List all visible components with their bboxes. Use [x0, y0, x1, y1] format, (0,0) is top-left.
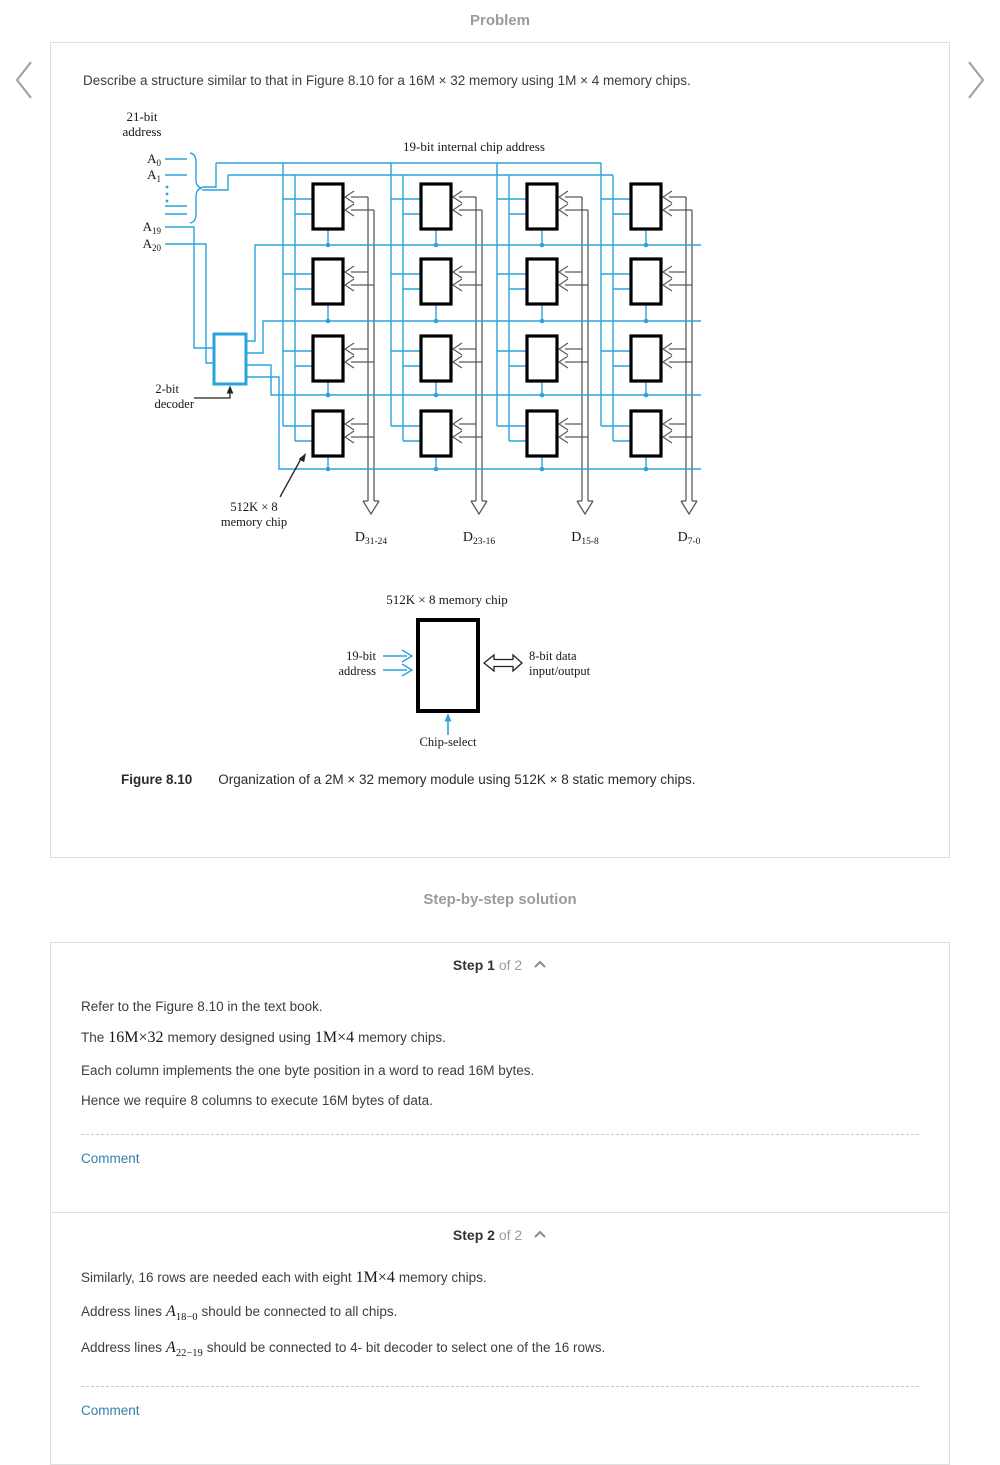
step-line: Address lines $A_{22-19}$ should be connected to 4- bit decoder to select one of the 16 rows.	[81, 1339, 606, 1360]
inline-math: $A_{22-19}$	[166, 1339, 203, 1360]
address-brace	[190, 153, 202, 223]
detail-chip-title: 512K × 8 memory chip	[386, 592, 508, 607]
memory-chip	[421, 411, 451, 456]
figure-caption-number: Figure 8.10	[121, 772, 193, 787]
ellipsis-dot	[166, 193, 169, 196]
data-output-arrow	[363, 501, 379, 514]
address-line-label: $A_0$	[147, 151, 161, 168]
data-output-arrow	[681, 501, 697, 514]
step-2-card	[50, 1212, 950, 1465]
step-line: The 16M×32 memory designed using 1M×4 memory chips.	[81, 1029, 446, 1047]
memory-chip	[527, 336, 557, 381]
collapse-step-icon[interactable]	[533, 960, 547, 969]
solution-header: Step-by-step solution	[423, 891, 577, 908]
step-count: of 2	[498, 1227, 523, 1244]
inline-math: $A_{18-0}$	[166, 1302, 198, 1324]
divider	[81, 1386, 919, 1387]
step-line: Each column implements the one byte position in a word to read 16M bytes.	[81, 1062, 535, 1078]
memory-chip	[631, 184, 661, 229]
memory-chip	[527, 184, 557, 229]
memory-chip	[313, 259, 343, 304]
prev-problem-icon[interactable]	[12, 58, 36, 102]
ellipsis-dot	[166, 186, 169, 189]
detail-address-label: 19-bit	[346, 649, 376, 663]
chip-callout-label: 512K × 8	[230, 500, 278, 514]
detail-address-label: address	[338, 664, 376, 678]
chip-select-label: Chip-select	[419, 735, 477, 749]
memory-chip	[313, 184, 343, 229]
next-problem-icon[interactable]	[964, 58, 988, 102]
inline-math: 1M×4	[314, 1029, 355, 1047]
step-1-header	[81, 955, 919, 997]
comment-link[interactable]: Comment	[81, 1403, 140, 1419]
detail-memory-chip	[418, 620, 478, 711]
blue-marks	[166, 186, 452, 722]
memory-chip	[421, 336, 451, 381]
decoder-box	[214, 334, 246, 384]
data-output-label: $D_{15-8}$	[571, 530, 599, 547]
step-line: Similarly, 16 rows are needed each with eight 1M×4 memory chips.	[81, 1269, 487, 1287]
data-output-label: $D_{23-16}$	[462, 530, 496, 547]
memory-chip	[527, 259, 557, 304]
step-title: Step 1	[452, 957, 495, 973]
bidirectional-data-arrow	[484, 655, 522, 671]
collapse-step-icon[interactable]	[533, 1230, 547, 1239]
chip-select-arrowhead	[445, 713, 452, 722]
detail-data-label: 8-bit data	[529, 649, 577, 663]
memory-chip	[313, 336, 343, 381]
internal-address-label: 19-bit internal chip address	[403, 139, 545, 154]
data-output-label: $D_{31-24}$	[354, 530, 388, 547]
bus-width-label: address	[122, 124, 162, 139]
memory-chip	[421, 184, 451, 229]
problem-text: Describe a structure similar to that in Figure 8.10 for a 16M × 32 memory using 1M × 4 memory chips.	[83, 73, 691, 88]
step-line: Hence we require 8 columns to execute 16M bytes of data.	[81, 1093, 433, 1109]
decoder-label: decoder	[154, 397, 194, 411]
step-1-card	[50, 942, 950, 1213]
divider	[81, 1134, 919, 1135]
step-line: Refer to the Figure 8.10 in the text book.	[81, 999, 323, 1014]
data-output-arrow	[577, 501, 593, 514]
ellipsis-dot	[166, 200, 169, 203]
figure-caption	[121, 772, 696, 787]
address-line-label: $A_{20}$	[142, 236, 161, 253]
problem-header: Problem	[469, 12, 530, 29]
chip-callout-label: memory chip	[220, 515, 288, 529]
memory-chip	[631, 336, 661, 381]
step-2-header	[81, 1225, 919, 1267]
step-count: of 2	[498, 957, 523, 973]
a20-wire	[165, 244, 214, 363]
data-output-label: $D_{7-0}$	[677, 530, 701, 547]
memory-chip	[631, 259, 661, 304]
decoder-callout-arrow	[194, 390, 230, 398]
inline-math: 16M×32	[108, 1029, 164, 1047]
memory-chip	[527, 411, 557, 456]
address-line-label: $A_1$	[147, 167, 161, 184]
decoder-label: 2-bit	[155, 382, 179, 396]
chip-callout-arrow	[280, 457, 302, 497]
memory-chip	[313, 411, 343, 456]
memory-chip	[421, 259, 451, 304]
step-line: Address lines $A_{18-0}$ should be connected to all chips.	[81, 1302, 398, 1324]
figure-8-10-diagram	[61, 101, 961, 761]
address-line-label: $A_{19}$	[142, 219, 161, 236]
data-output-arrow	[471, 501, 487, 514]
step-title: Step 2	[452, 1227, 495, 1244]
bus-width-label: 21-bit	[126, 109, 158, 124]
detail-data-label: input/output	[529, 664, 591, 678]
memory-chip	[631, 411, 661, 456]
comment-link[interactable]: Comment	[81, 1151, 140, 1167]
problem-card	[50, 42, 950, 858]
inline-math: 1M×4	[355, 1269, 395, 1287]
figure-caption-text: Organization of a 2M × 32 memory module using 512K × 8 static memory chips.	[218, 772, 696, 787]
